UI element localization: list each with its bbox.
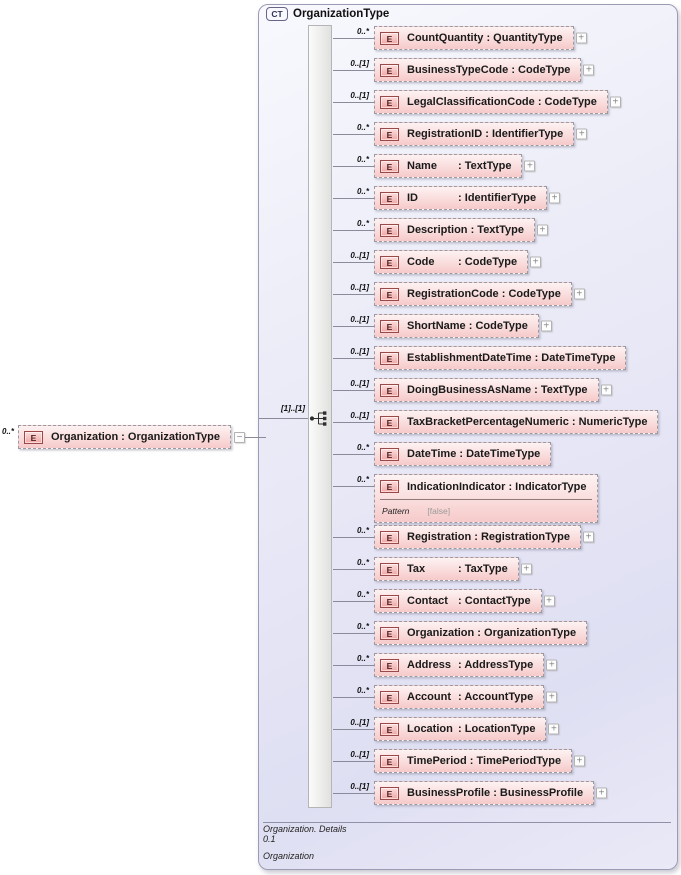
element-name: Registration xyxy=(407,531,472,543)
cardinality-label: 0..[1] xyxy=(350,750,369,759)
element-badge: E xyxy=(380,288,399,301)
cardinality-label: 0..[1] xyxy=(350,315,369,324)
cardinality-label: 0..* xyxy=(356,219,369,228)
element-name: BusinessProfile xyxy=(407,787,491,799)
connector-line xyxy=(333,358,374,359)
expand-toggle[interactable]: + xyxy=(574,289,585,300)
expand-toggle[interactable]: + xyxy=(549,193,560,204)
collapse-toggle[interactable]: − xyxy=(234,432,245,443)
element-box[interactable] xyxy=(374,58,592,82)
group-cardinality-label: [1]..[1] xyxy=(281,404,305,413)
element-name: Name xyxy=(407,160,437,172)
element-box[interactable] xyxy=(374,282,583,306)
expand-toggle[interactable]: + xyxy=(537,225,548,236)
element-type: : AddressType xyxy=(455,659,534,671)
element-box[interactable] xyxy=(374,378,609,402)
connector-line xyxy=(333,601,374,602)
element-name: RegistrationID xyxy=(407,128,483,140)
cardinality-label: 0..[1] xyxy=(350,347,369,356)
expand-toggle[interactable]: + xyxy=(596,788,607,799)
root-connector-line xyxy=(245,437,266,438)
element-type: : TextType xyxy=(467,224,524,236)
complex-type-badge: CT xyxy=(266,7,288,21)
element-box[interactable] xyxy=(374,26,585,50)
element-main-row xyxy=(375,475,597,498)
root-cardinality-label: 0..* xyxy=(2,427,15,436)
cardinality-label: 0..[1] xyxy=(350,782,369,791)
element-type: : CodeType xyxy=(455,256,518,268)
cardinality-label: 0..* xyxy=(356,686,369,695)
cardinality-label: 0..* xyxy=(356,187,369,196)
expand-toggle[interactable]: + xyxy=(576,129,587,140)
connector-line xyxy=(333,166,374,167)
element-badge: E xyxy=(380,32,399,45)
connector-line xyxy=(333,326,374,327)
facet-value: [false] xyxy=(427,505,451,516)
complex-type-title: OrganizationType xyxy=(293,8,390,20)
connector-line xyxy=(333,198,374,199)
expand-toggle[interactable]: + xyxy=(576,33,587,44)
element-badge: E xyxy=(380,659,399,672)
expand-toggle[interactable]: + xyxy=(610,97,621,108)
element-name: LegalClassificationCode xyxy=(407,96,535,108)
connector-line xyxy=(333,761,374,762)
element-badge: E xyxy=(24,431,43,444)
name-type-separator: : xyxy=(118,431,128,443)
expand-toggle[interactable]: + xyxy=(530,257,541,268)
element-name: DoingBusinessAsName xyxy=(407,384,532,396)
element-badge: E xyxy=(380,448,399,461)
element-type: : TaxType xyxy=(455,563,508,575)
element-name: Address xyxy=(407,659,452,671)
cardinality-label: 0..[1] xyxy=(350,379,369,388)
root-element-type: OrganizationType xyxy=(127,431,220,443)
footer-separator xyxy=(263,822,671,823)
element-badge: E xyxy=(380,256,399,269)
cardinality-label: 0..* xyxy=(356,526,369,535)
element-type: : CodeType xyxy=(508,64,571,76)
element-type: : TextType xyxy=(531,384,588,396)
element-type: : LocationType xyxy=(455,723,536,735)
cardinality-label: 0..* xyxy=(356,155,369,164)
root-element-box[interactable] xyxy=(18,425,243,449)
element-badge: E xyxy=(380,64,399,77)
connector-line xyxy=(333,665,374,666)
connector-line xyxy=(333,38,374,39)
element-box[interactable] xyxy=(374,154,533,178)
element-box[interactable] xyxy=(374,589,552,613)
element-badge: E xyxy=(380,160,399,173)
root-element-name: Organization xyxy=(51,431,119,443)
cardinality-label: 0..[1] xyxy=(350,283,369,292)
element-type: : CodeType xyxy=(534,96,597,108)
element-badge: E xyxy=(380,416,399,429)
cardinality-label: 0..* xyxy=(356,558,369,567)
connector-line xyxy=(333,70,374,71)
connector-line xyxy=(333,633,374,634)
element-badge: E xyxy=(380,755,399,768)
element-badge: E xyxy=(380,224,399,237)
element-box[interactable] xyxy=(374,781,605,805)
element-badge: E xyxy=(380,787,399,800)
cardinality-label: 0..* xyxy=(356,590,369,599)
expand-toggle[interactable]: + xyxy=(541,321,552,332)
element-name: RegistrationCode xyxy=(407,288,499,300)
connector-line xyxy=(333,486,374,487)
element-badge: E xyxy=(380,531,399,544)
element-name: Code xyxy=(407,256,435,268)
expand-toggle[interactable]: + xyxy=(548,724,559,735)
cardinality-label: 0..[1] xyxy=(350,251,369,260)
element-type: : RegistrationType xyxy=(471,531,570,543)
element-name: ID xyxy=(407,192,418,204)
element-name: BusinessTypeCode xyxy=(407,64,509,76)
element-name: EstablishmentDateTime xyxy=(407,352,532,364)
element-box[interactable] xyxy=(374,442,551,466)
cardinality-label: 0..* xyxy=(356,622,369,631)
element-badge: E xyxy=(380,723,399,736)
cardinality-label: 0..[1] xyxy=(350,91,369,100)
element-badge: E xyxy=(380,384,399,397)
element-badge: E xyxy=(380,128,399,141)
element-box[interactable] xyxy=(374,557,530,581)
expand-toggle[interactable]: + xyxy=(583,532,594,543)
connector-line xyxy=(333,102,374,103)
element-name: TaxBracketPercentageNumeric xyxy=(407,416,569,428)
connector-line xyxy=(333,230,374,231)
expand-toggle[interactable]: + xyxy=(546,692,557,703)
footer-version: 0.1 xyxy=(263,834,276,844)
element-box[interactable] xyxy=(374,685,555,709)
cardinality-label: 0..[1] xyxy=(350,59,369,68)
element-type: : NumericType xyxy=(568,416,648,428)
element-type: : CodeType xyxy=(465,320,528,332)
element-name: TimePeriod xyxy=(407,755,467,767)
element-box[interactable] xyxy=(374,186,558,210)
element-box[interactable] xyxy=(374,314,550,338)
element-box[interactable] xyxy=(374,749,583,773)
element-name: DateTime xyxy=(407,448,457,460)
connector-line xyxy=(333,134,374,135)
element-type: : DateTimeType xyxy=(456,448,541,460)
element-name: Tax xyxy=(407,563,426,575)
element-box[interactable] xyxy=(374,90,619,114)
cardinality-label: 0..* xyxy=(356,475,369,484)
connector-line xyxy=(333,262,374,263)
element-name: Location xyxy=(407,723,453,735)
element-box[interactable] xyxy=(374,525,592,549)
element-box[interactable] xyxy=(374,250,539,274)
element-type: : TextType xyxy=(455,160,512,172)
connector-line xyxy=(333,537,374,538)
element-badge: E xyxy=(380,352,399,365)
element-type: : OrganizationType xyxy=(474,627,577,639)
element-box[interactable] xyxy=(374,122,585,146)
cardinality-label: 0..* xyxy=(356,27,369,36)
element-type: : QuantityType xyxy=(483,32,563,44)
expand-toggle[interactable]: + xyxy=(574,756,585,767)
connector-line xyxy=(333,697,374,698)
element-type: : DateTimeType xyxy=(531,352,616,364)
facet-row xyxy=(375,500,597,521)
element-box[interactable] xyxy=(374,653,555,677)
connector-line xyxy=(333,454,374,455)
element-box[interactable] xyxy=(374,410,658,434)
element-badge: E xyxy=(380,96,399,109)
cardinality-label: 0..* xyxy=(356,443,369,452)
element-badge: E xyxy=(380,320,399,333)
cardinality-label: 0..* xyxy=(356,123,369,132)
element-box[interactable] xyxy=(374,218,546,242)
element-badge: E xyxy=(380,563,399,576)
element-type: : BusinessProfile xyxy=(490,787,584,799)
element-box[interactable] xyxy=(374,717,557,741)
cardinality-label: 0..[1] xyxy=(350,411,369,420)
element-badge: E xyxy=(380,627,399,640)
expand-toggle[interactable]: + xyxy=(546,660,557,671)
element-type: : AccountType xyxy=(455,691,534,703)
element-badge: E xyxy=(380,691,399,704)
element-badge: E xyxy=(380,595,399,608)
connector-line xyxy=(333,294,374,295)
expand-toggle[interactable]: + xyxy=(583,65,594,76)
element-type: : ContactType xyxy=(455,595,531,607)
element-name: CountQuantity xyxy=(407,32,484,44)
expand-toggle[interactable]: + xyxy=(524,161,535,172)
cardinality-label: 0..* xyxy=(356,654,369,663)
facet-label: Pattern xyxy=(382,505,410,516)
connector-line xyxy=(333,729,374,730)
element-name: Description xyxy=(407,224,468,236)
cardinality-label: 0..[1] xyxy=(350,718,369,727)
element-box[interactable] xyxy=(374,621,587,645)
element-type: : IdentifierType xyxy=(482,128,564,140)
element-type: : IdentifierType xyxy=(455,192,537,204)
element-type: : TimePeriodType xyxy=(466,755,562,767)
element-box[interactable] xyxy=(374,346,626,370)
connector-line xyxy=(333,569,374,570)
element-badge: E xyxy=(380,192,399,205)
element-name: Contact xyxy=(407,595,448,607)
element-badge: E xyxy=(380,480,399,493)
element-name: Organization xyxy=(407,627,475,639)
expand-toggle[interactable]: + xyxy=(601,385,612,396)
expand-toggle[interactable]: + xyxy=(521,564,532,575)
element-box[interactable] xyxy=(374,474,598,523)
connector-line xyxy=(333,793,374,794)
footer-details: Organization. Details xyxy=(263,824,347,834)
element-name: Account xyxy=(407,691,451,703)
connector-line xyxy=(333,390,374,391)
connector-line xyxy=(333,422,374,423)
expand-toggle[interactable]: + xyxy=(544,596,555,607)
footer-name: Organization xyxy=(263,851,315,861)
element-name: IndicationIndicator xyxy=(407,480,506,493)
element-type: : IndicatorType xyxy=(505,480,587,493)
element-name: ShortName xyxy=(407,320,466,332)
element-type: : CodeType xyxy=(498,288,561,300)
